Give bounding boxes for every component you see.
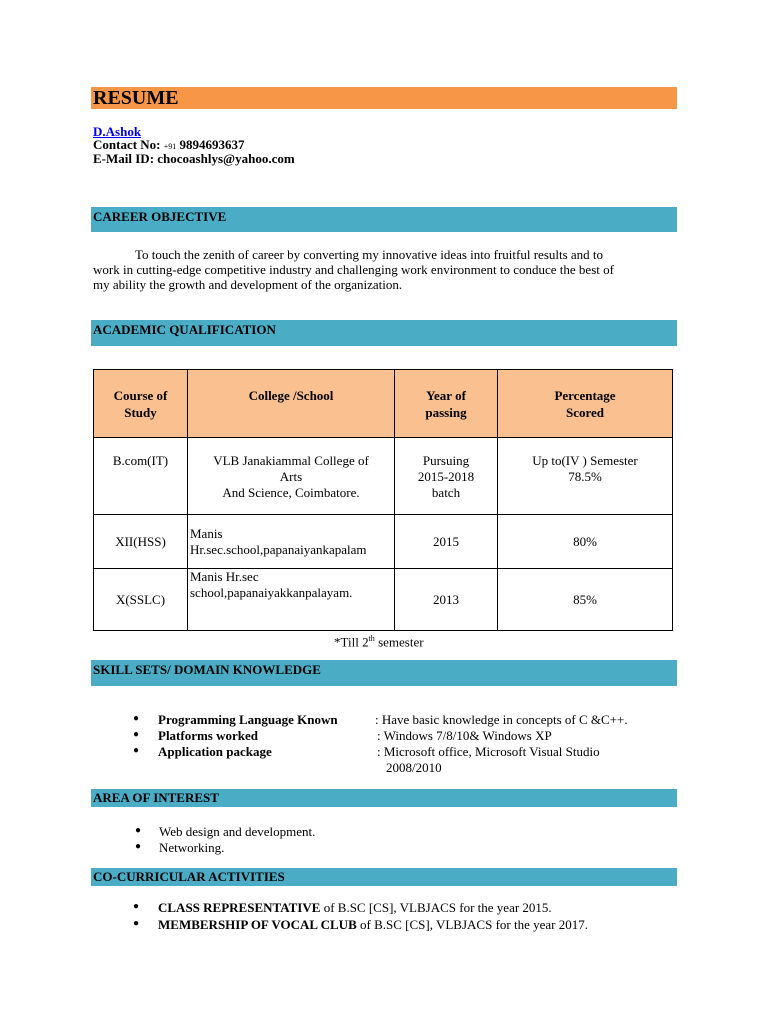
bullet-icon: ●: [135, 841, 142, 852]
cell-line: Manis Hr.sec: [190, 569, 259, 584]
header-line: Percentage: [554, 387, 616, 403]
cell-line: 2015-2018: [417, 469, 475, 484]
cell-line: school,papanaiyakkanpalayam.: [190, 585, 353, 600]
course-cell: B.com(IT): [94, 438, 188, 515]
column-header: [94, 370, 188, 438]
header-line: Scored: [565, 404, 605, 420]
header-line: Course of: [113, 387, 168, 403]
contact-number: 9894693637: [179, 137, 245, 152]
cell-line: 2015: [433, 533, 459, 549]
bullet-icon: ●: [133, 918, 140, 929]
course-cell: XII(HSS): [94, 515, 188, 569]
academic-heading: ACADEMIC QUALIFICATION: [93, 322, 276, 337]
cell-line: batch: [431, 485, 461, 500]
table-row: [94, 515, 673, 569]
skill-label: Platforms worked: [158, 728, 259, 743]
percent-cell: [498, 515, 673, 569]
table-note: [334, 631, 424, 649]
cell-line: 78.5%: [568, 469, 602, 484]
activity-item: [158, 917, 588, 932]
percent-cell: [498, 438, 673, 515]
academic-table: [93, 369, 673, 631]
note-sup: th: [368, 634, 375, 643]
college-cell: [188, 515, 395, 569]
interest-item: Networking.: [159, 840, 225, 855]
bullet-icon: ●: [133, 713, 140, 724]
resume-title-bar: [91, 87, 677, 109]
bullet-icon: ●: [133, 901, 140, 912]
bullet-icon: ●: [133, 729, 140, 740]
activity-item: [158, 900, 552, 915]
cell-line: VLB Janakiammal College of: [213, 453, 369, 468]
header-line: passing: [425, 404, 467, 420]
email-value: chocoashlys@yahoo.com: [157, 151, 295, 166]
table-row: [94, 438, 673, 515]
cell-line: Arts: [279, 469, 303, 484]
interest-item: Web design and development.: [159, 824, 316, 839]
note-suffix: semester: [374, 634, 424, 650]
note-prefix: *Till 2: [334, 634, 369, 650]
skill-value: : Have basic knowledge in concepts of C &C++.: [375, 712, 628, 727]
column-header: [188, 370, 395, 438]
course-cell: X(SSLC): [94, 569, 188, 631]
objective-line-3: my ability the growth and development of the organization.: [93, 277, 403, 292]
skill-value-continued: 2008/2010: [386, 760, 442, 775]
skill-label: Application package: [158, 744, 272, 759]
bullet-icon: ●: [135, 825, 142, 836]
skill-label: Programming Language Known: [158, 712, 338, 727]
contact-label: Contact No:: [93, 137, 161, 152]
objective-line-2: work in cutting-edge competitive industry and challenging work environment to conduce the best of: [93, 262, 614, 277]
table-header-row: [94, 370, 673, 438]
email-label: E-Mail ID:: [93, 151, 155, 166]
resume-title: RESUME: [93, 87, 179, 109]
activity-detail: of B.SC [CS], VLBJACS for the year 2015.: [320, 900, 552, 915]
table-row: [94, 569, 673, 631]
year-cell: [395, 569, 498, 631]
objective-line-1: To touch the zenith of career by converting my innovative ideas into fruitful results and to: [135, 247, 604, 262]
year-cell: [395, 515, 498, 569]
cell-line: 2013: [433, 591, 459, 607]
name-link[interactable]: D.Ashok: [93, 124, 142, 139]
cell-line: Hr.sec.school,papanaiyankapalam: [190, 541, 367, 557]
column-header: [395, 370, 498, 438]
year-cell: [395, 438, 498, 515]
college-cell: [188, 569, 395, 631]
bullet-icon: ●: [133, 745, 140, 756]
header-line: Year of: [426, 387, 466, 403]
header-line: College /School: [248, 388, 334, 403]
college-cell: [188, 438, 395, 515]
skills-heading: SKILL SETS/ DOMAIN KNOWLEDGE: [93, 662, 321, 677]
cell-line: 85%: [573, 591, 597, 607]
contact-prefix: +91: [163, 142, 177, 151]
skill-value: : Windows 7/8/10& Windows XP: [377, 728, 552, 743]
cell-line: Manis: [190, 525, 223, 541]
cell-line: Pursuing: [422, 453, 470, 468]
column-header: [498, 370, 673, 438]
cell-line: And Science, Coimbatore.: [222, 485, 360, 500]
activity-detail: of B.SC [CS], VLBJACS for the year 2017.: [356, 917, 588, 932]
percent-cell: [498, 569, 673, 631]
activity-title: MEMBERSHIP OF VOCAL CLUB: [158, 917, 357, 932]
interest-heading: AREA OF INTEREST: [93, 790, 219, 805]
career-objective-heading: CAREER OBJECTIVE: [93, 209, 227, 224]
activities-heading: CO-CURRICULAR ACTIVITIES: [93, 869, 285, 884]
activity-title: CLASS REPRESENTATIVE: [158, 900, 321, 915]
cell-line: 80%: [573, 533, 597, 549]
cell-line: Up to(IV ) Semester: [532, 453, 638, 468]
skill-value: : Microsoft office, Microsoft Visual Studio: [377, 744, 600, 759]
header-line: Study: [124, 404, 157, 420]
contact-email: [93, 151, 295, 166]
